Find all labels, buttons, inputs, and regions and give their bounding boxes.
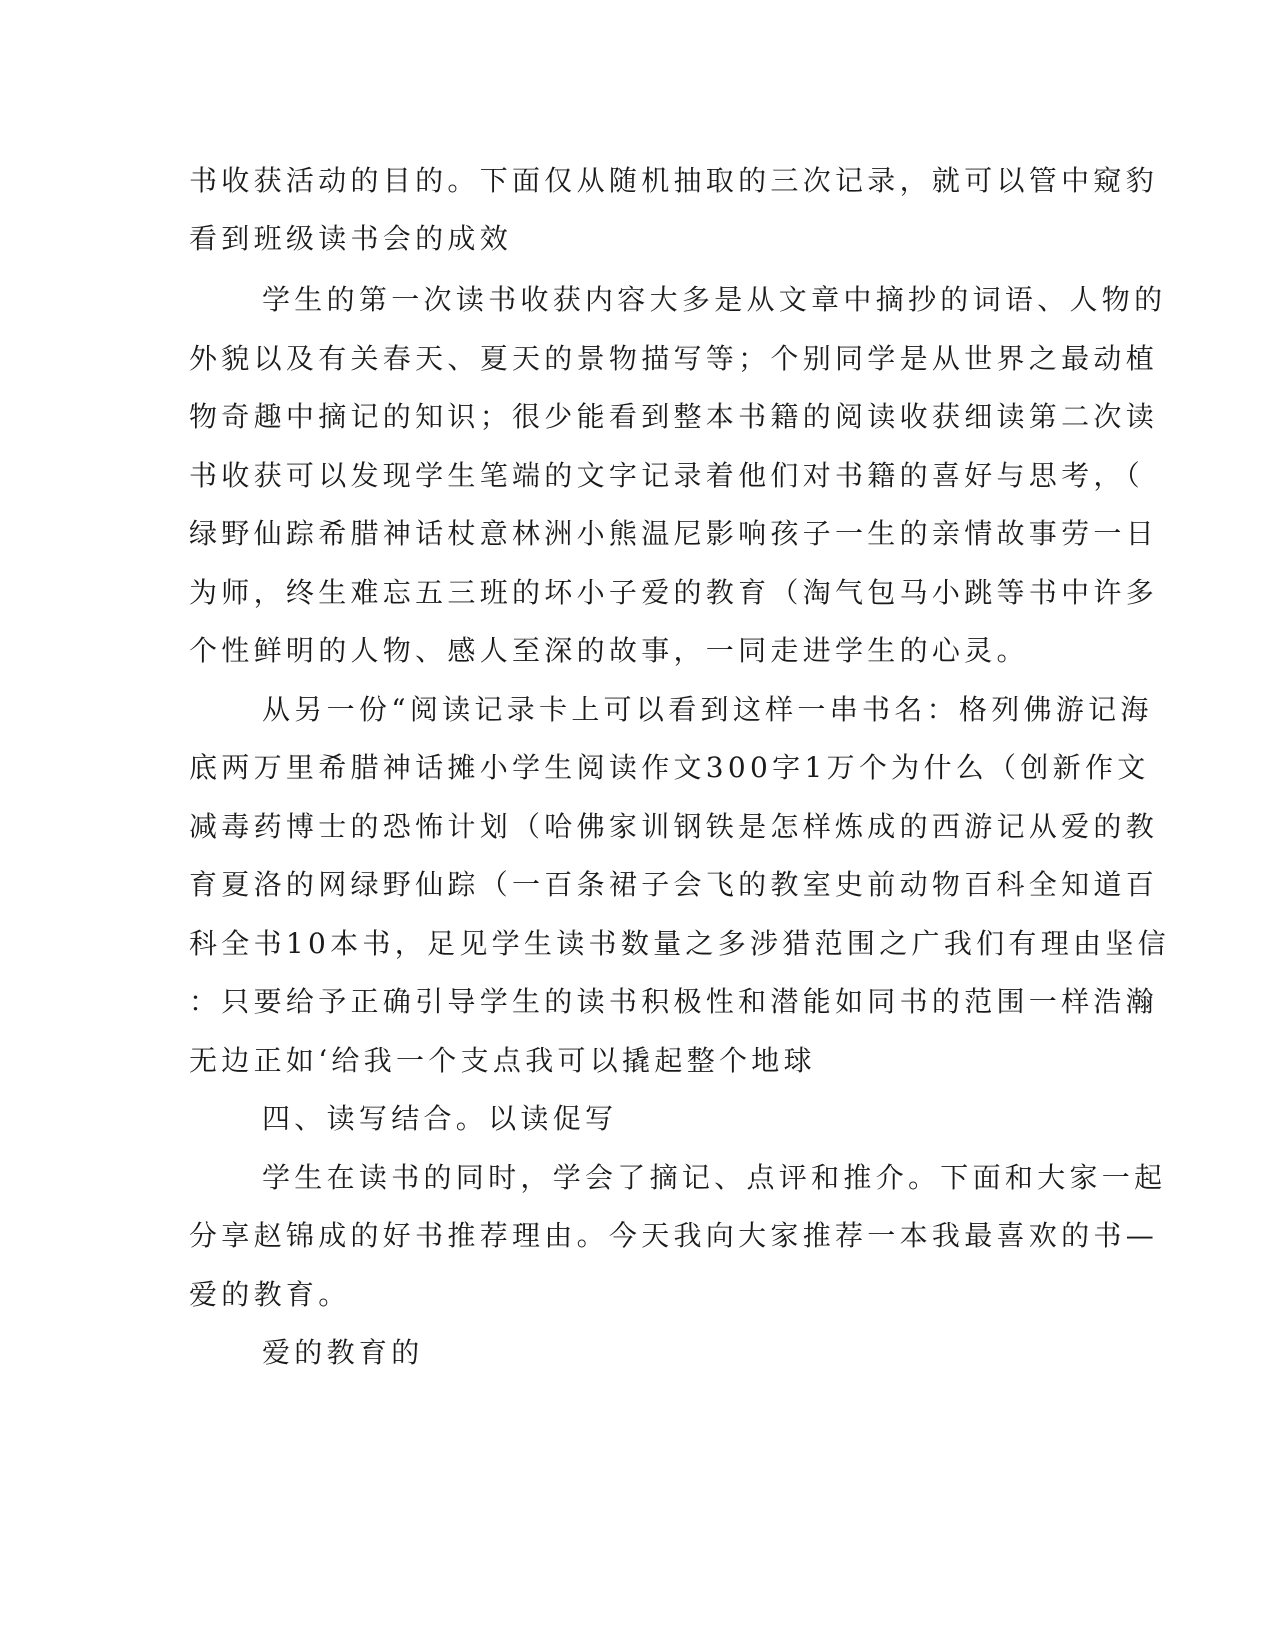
paragraph-start-line: 学生的第一次读书收获内容大多是从文章中摘抄的词语、人物的 [262,283,1167,316]
text-line: 个性鲜明的人物、感人至深的故事，一同走进学生的心灵。 [189,634,1029,667]
text-line: 爱的教育。 [189,1278,351,1311]
text-line: 减毒药博士的恐怖计划（哈佛家训钢铁是怎样炼成的西游记从爱的教 [189,810,1159,843]
text-line: 为师，终生难忘五三班的坏小子爱的教育（淘气包马小跳等书中许多 [189,576,1159,609]
text-line: 看到班级读书会的成效 [189,222,513,255]
text-line: 分享赵锦成的好书推荐理由。今天我向大家推荐一本我最喜欢的书— [189,1219,1159,1252]
text-line: ：只要给予正确引导学生的读书积极性和潜能如同书的范围一样浩瀚 [189,985,1159,1018]
text-line: 书收获可以发现学生笔端的文字记录着他们对书籍的喜好与思考，（ [189,459,1145,492]
text-line: 外貌以及有关春天、夏天的景物描写等；个别同学是从世界之最动植 [189,342,1159,375]
paragraph-start-line: 爱的教育的 [262,1336,424,1369]
text-line: 科全书10本书，足见学生读书数量之多涉猎范围之广我们有理由坚信 [189,927,1170,960]
text-line: 无边正如‘给我一个支点我可以撬起整个地球 [189,1044,816,1077]
paragraph-start-line: 从另一份“阅读记录卡上可以看到这样一串书名：格列佛游记海 [262,693,1153,726]
text-line: 书收获活动的目的。下面仅从随机抽取的三次记录，就可以管中窥豹 [189,164,1159,197]
text-line: 育夏洛的网绿野仙踪（一百条裙子会飞的教室史前动物百科全知道百 [189,868,1159,901]
section-heading: 四、读写结合。以读促写 [262,1102,618,1135]
text-line: 绿野仙踪希腊神话杖意林洲小熊温尼影响孩子一生的亲情故事劳一日 [189,517,1159,550]
text-line: 底两万里希腊神话摊小学生阅读作文300字1万个为什么（创新作文 [189,751,1150,784]
text-line: 物奇趣中摘记的知识；很少能看到整本书籍的阅读收获细读第二次读 [189,400,1159,433]
paragraph-start-line: 学生在读书的同时，学会了摘记、点评和推介。下面和大家一起 [262,1161,1167,1194]
